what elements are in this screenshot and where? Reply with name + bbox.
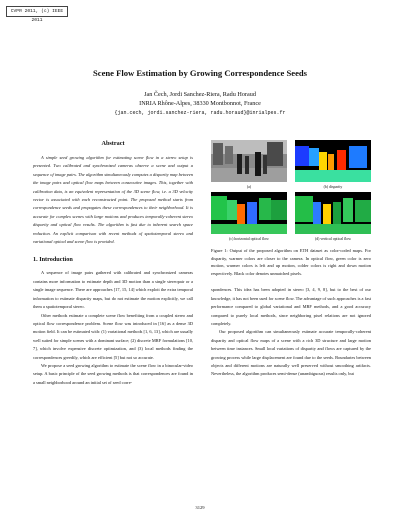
paper-authors: Jan Čech, Jordi Sanchez-Riera, Radu Horaud	[144, 91, 256, 98]
right-paragraph-2: Our proposed algorithm can simultaneously estimate accurate temporally-coherent disparity and optical flow maps of a scene with a rich 3D structure and large motion between time instances. Small local variations of disparity and flows are captured by the growing process while large displacement are found due to the seeds. Boundaries between objects and different motions are naturally well preserved without smoothing artifacts. Nevertheless, the algorithm produces semi-dense (unambiguous) results only, but	[211, 329, 371, 377]
left-column	[33, 140, 193, 387]
subcaption-c: (c) horizontal optical flow	[229, 237, 269, 241]
intro-paragraph-3: We propose a seed growing algorithm to estimate the scene flow in a binocular-video setup. A basic principle of the seed growing methods is that correspondences are found in a small neighborhood around an initial set of seed corre-	[33, 362, 193, 385]
intro-paragraph-1: A sequence of image pairs gathered with calibrated and synchronized cameras contains more information to estimate depth and 3D motion than a single stereopair or a single image sequence. There are approaches [17, 15, 14] which exploit the extra temporal information to estimate disparity maps, but do not estimate the motion explicitly, we call them a spatiotemporal stereo.	[33, 270, 193, 310]
intro-paragraph-2: Other methods estimate a complete scene flow benefiting from a coupled stereo and optical flow correspondence problem. Scene flow was introduced in [16] as a dense 3D motion field. It can be estimated with: (1) variational methods [1, 6, 13], which are usually well suited for simple scenes with a dominant surface; (2) discrete MRF formulations [10, 7], which involve expensive discrete optimization, and (3) local methods finding the correspondences greedily, which are efficient [5] but not so accurate.	[33, 312, 193, 360]
page-number: 3129	[195, 505, 205, 510]
paper-affiliation: INRIA Rhône-Alpes, 38330 Montbonnot, France	[139, 100, 261, 107]
introduction-heading: 1. Introduction	[33, 256, 73, 264]
disparity-map-image	[295, 140, 371, 182]
figure-caption: Figure 1: Output of the proposed algorithm on ETH dataset as color-coded maps. For disparity, warmer colors are closer to the camera. In optical flow, green color is zero motion, warmer colors is left and up motion, colder colors is right and down motion respectively. Black color denotes unmatched pixels.	[211, 248, 371, 276]
subcaption-b: (b) disparity	[323, 185, 343, 189]
subcaption-d: (d) vertical optical flow	[315, 237, 351, 241]
vertical-flow-image	[295, 192, 371, 234]
subcaption-a: (a)	[246, 185, 252, 189]
paper-title: Scene Flow Estimation by Growing Correspondence Seeds	[92, 68, 308, 78]
abstract-text: A simple seed growing algorithm for estimating scene flow in a stereo setup is presented. Two calibrated and synchronized cameras observe a scene and output a sequence of image pairs. The algorithm simultaneously computes a disparity map between the image pairs and optical flow maps between consecutive images. This, together with calibration data, is an equivalent representation of the 3D scene flow, i.e. a 3D velocity vector is associated with each reconstructed point. The proposed method starts from correspondence seeds and propagates these correspondences to their neighborhood. It is accurate for complex scenes with large motions and produces temporally-coherent stereo disparity and optical flow results. The algorithm is fast due to inherent search space reduction. An explicit comparison with recent methods of spatiotemporal stereo and variational optical and scene flow is provided.	[33, 155, 193, 245]
venue-header: CVPR 2011, (c) IEEE 2011	[6, 6, 68, 17]
street-scene-image	[211, 140, 287, 182]
horizontal-flow-image	[211, 192, 287, 234]
paper-emails: {jan.cech, jordi.sanchez-riera, radu.horaud}@inrialpes.fr	[114, 110, 286, 116]
right-paragraph-1: spondences. This idea has been adopted in stereo [3, 4, 9, 8], but to the best of our knowledge, it has not been used for scene flow. The advantage of such approaches is a fast performance compared to global variational and MRF methods, and a good accuracy compared to purely local methods, since neighboring pixel relations are not ignored completely.	[211, 287, 371, 326]
figure-1	[211, 140, 371, 245]
right-column	[211, 140, 371, 379]
abstract-heading: Abstract	[101, 140, 125, 147]
